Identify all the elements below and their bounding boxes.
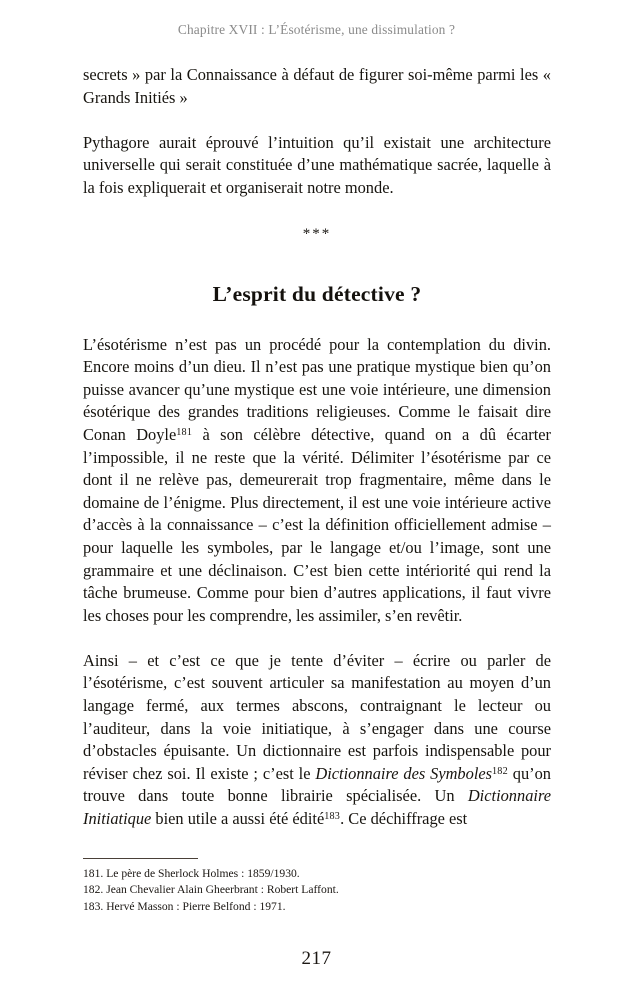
footnote-ref-182[interactable]: 182 — [492, 765, 508, 777]
footnote-ref-183[interactable]: 183 — [324, 811, 341, 823]
page-text-body — [83, 64, 551, 831]
footnote-ref-181[interactable]: 181 — [176, 427, 193, 439]
footnote-182: 182. Jean Chevalier Alain Gheerbrant : Robert Laffont. — [83, 883, 339, 897]
paragraph-ainsi — [83, 650, 551, 831]
paragraph-ainsi-part4: . Ce déchiffrage est — [340, 809, 468, 829]
paragraph-esoterisme — [83, 334, 551, 628]
running-head: Chapitre XVII : L’Ésotérisme, une dissimulation ? — [177, 22, 456, 37]
paragraph-continued: secrets » par la Connaissance à défaut de figurer soi-même parmi les « Grands Initiés » — [83, 65, 551, 107]
paragraph-esoterisme-part2: à son célèbre détective, quand on a dû écarter l’impossible, il ne reste que la vérité. Délimiter l’ésotérisme par ce dont il ne relève pas, demeurerait trop fragmentaire, même dans le domaine de l’énigme. Plus directement, il est une voie intérieure active d’accès à la connaissance – c’est la définition officiellement admise – pour laquelle les symboles, par le langage et/ou l’image, sont une grammaire et une déclinaison. C’est bien cette intériorité qui rend la tâche brumeuse. Comme pour bien d’autres applications, il faut vivre les choses pour les comprendre, les assimiler, s’en revêtir. — [83, 424, 551, 625]
book-title-dictionnaire-initiatique: Dictionnaire Initiatique — [83, 786, 551, 829]
paragraph-ainsi-part1: Ainsi – et c’est ce que je tente d’éviter – écrire ou parler de l’ésotérisme, c’est souvent articuler sa manifestation au moyen d’un langage fermé, aux termes abscons, contraignant le lecteur ou l’auditeur, dans la voie initiatique, à s’engager dans une course d’obstacles épuisante. Un dictionnaire est parfois indispensable pour réviser chez soi. Il existe ; c’est le — [83, 650, 551, 783]
book-title-dictionnaire-des-symboles: Dictionnaire des Symboles — [315, 763, 493, 783]
section-title: L’esprit du détective ? — [212, 281, 422, 306]
section-divider-asterisks: *** — [302, 225, 332, 242]
footnote-183: 183. Hervé Masson : Pierre Belfond : 1971. — [83, 899, 286, 913]
page-number: 217 — [301, 948, 332, 969]
footnotes-area — [83, 858, 551, 915]
paragraph-ainsi-part2: qu’on trouve dans toute bonne librairie spécialisée. Un — [83, 763, 551, 806]
paragraph-ainsi-part3: bien utile a aussi été édité — [151, 809, 325, 829]
paragraph-esoterisme-part1: L’ésotérisme n’est pas un procédé pour la contemplation du divin. Encore moins d’un dieu. Il n’est pas une pratique mystique bien qu’on puisse avancer qu’une mystique est une voie intérieure, une dimension ésotérique des grandes traditions religieuses. Comme le faisait dire Conan Doyle — [83, 334, 551, 444]
paragraph-pythagore: Pythagore aurait éprouvé l’intuition qu’il existait une architecture universelle qui serait constituée d’une mathématique sacrée, laquelle à la fois expliquerait et organiserait notre monde. — [83, 132, 551, 197]
footnote-181: 181. Le père de Sherlock Holmes : 1859/1930. — [83, 867, 300, 880]
footnote-separator-rule — [83, 858, 198, 859]
